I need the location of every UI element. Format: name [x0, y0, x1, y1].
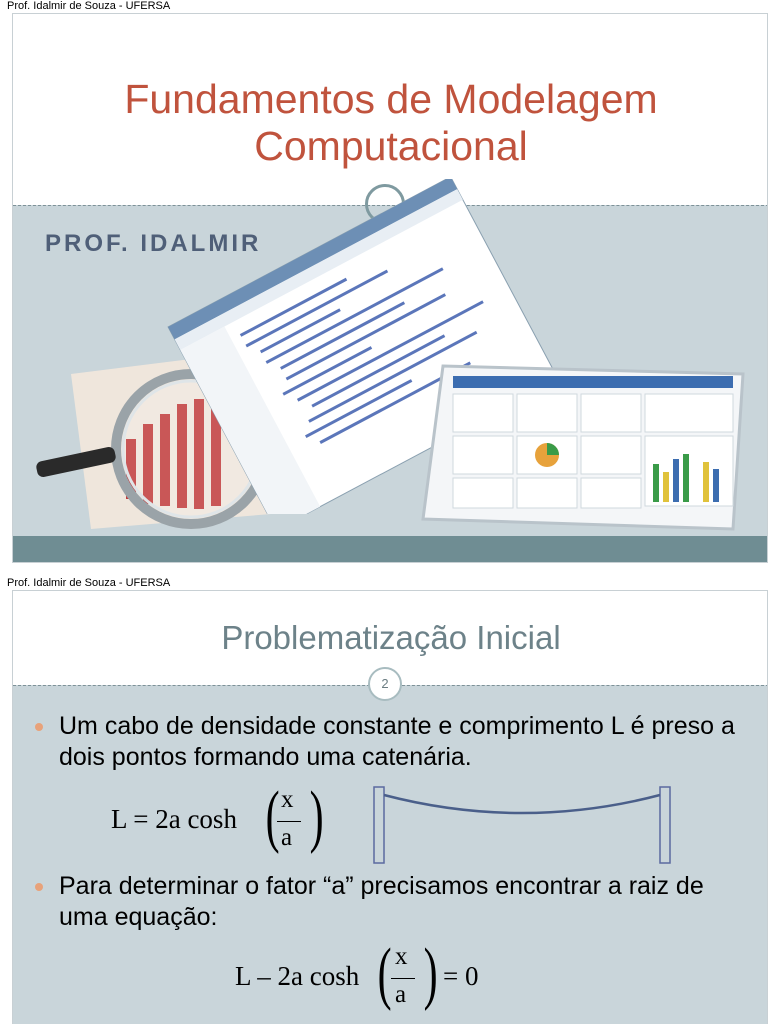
slide-1-title — [13, 76, 768, 170]
bullet-2-text: Para determinar o fator “a” precisamos encontrar a raiz de uma equação: — [59, 872, 704, 931]
equation-2-denominator: a — [395, 981, 407, 1008]
bullet-1 — [35, 711, 755, 773]
equation-2-rhs: = 0 — [443, 961, 479, 991]
bullet-1-text: Um cabo de densidade constante e comprimento L é preso a dois pontos formando uma catenária. — [59, 712, 735, 771]
equation-1 — [111, 778, 341, 861]
title-line-2: Computacional — [254, 123, 528, 169]
equation-1-denominator: a — [281, 824, 293, 851]
slide-2 — [12, 590, 768, 1024]
slide-2-title: Problematização Inicial — [221, 619, 561, 656]
equation-1-fraction-bar — [277, 821, 301, 822]
equation-2 — [235, 935, 535, 1018]
equation-1-paren-left: ( — [265, 778, 280, 855]
bullet-dot — [35, 723, 43, 731]
equation-2-fraction-bar — [391, 978, 415, 979]
bullet-dot — [35, 883, 43, 891]
equation-2-lhs: L – 2a cosh — [235, 961, 360, 991]
equation-2-paren-left: ( — [377, 935, 392, 1012]
equation-1-numerator: x — [281, 786, 294, 813]
equation-1-lhs: L = 2a cosh — [111, 804, 237, 834]
title-line-1: Fundamentos de Modelagem — [124, 76, 658, 122]
catenary-diagram — [368, 783, 688, 868]
dashboard-illustration — [413, 354, 753, 554]
equation-2-numerator: x — [395, 943, 408, 970]
slide-1-subtitle: PROF. IDALMIR — [45, 230, 262, 257]
slide-1 — [12, 13, 768, 563]
equation-1-paren-right: ) — [309, 778, 324, 855]
equation-2-paren-right: ) — [423, 935, 438, 1012]
bullet-2 — [35, 871, 755, 933]
header-label-top: Prof. Idalmir de Souza - UFERSA — [7, 0, 171, 12]
slide-number-badge: 2 — [368, 667, 402, 701]
header-label-mid: Prof. Idalmir de Souza - UFERSA — [7, 577, 171, 589]
